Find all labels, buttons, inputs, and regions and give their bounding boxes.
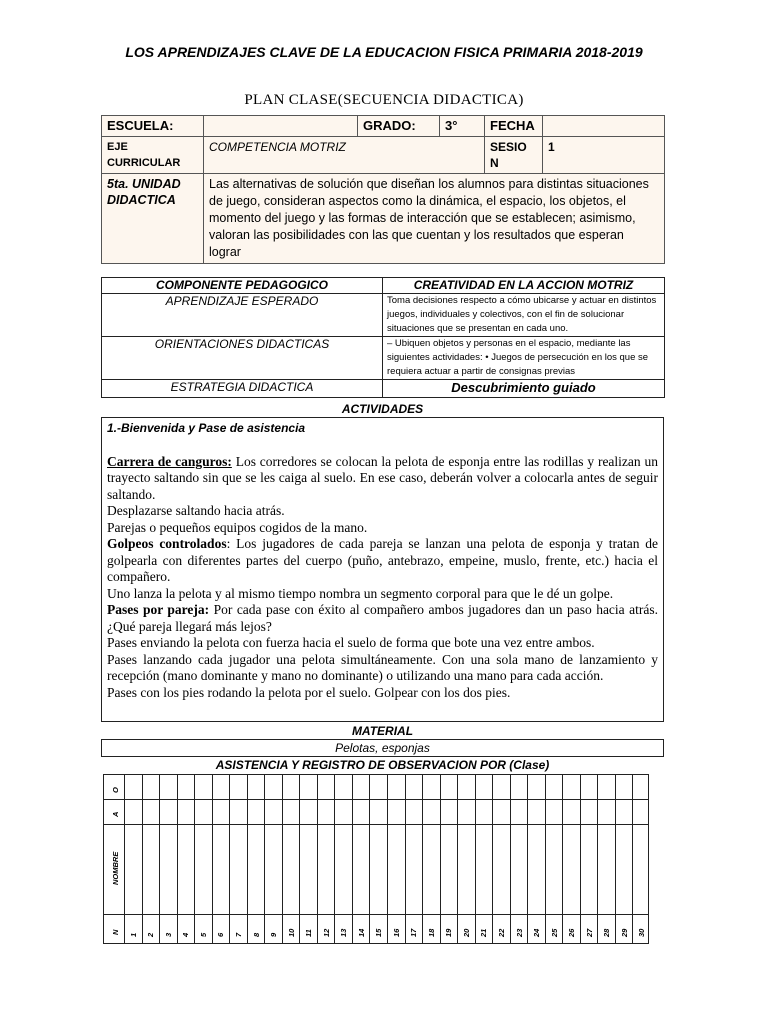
grid-column[interactable] — [457, 775, 476, 943]
student-number: 28 — [602, 928, 612, 937]
student-number: 5 — [198, 932, 208, 937]
activity-paragraph: Pases lanzando cada jugador una pelota simultáneamente. Con una sola mano de lanzamiento y recepción (mano dominante y mano no dominante) o utilizando una mano para cada acción. — [107, 651, 658, 683]
activity-paragraph — [107, 536, 658, 586]
activity-text: Los corredores se colocan la pelota de esponja entre las rodillas y realizan un trayecto saltando sin que se les caiga al suelo. En ese caso, deberán volver a colocarla antes de seguir saltando. — [107, 453, 658, 502]
activity-text: Por cada pase con éxito al compañero ambos jugadores dan un paso hacia atrás. ¿Qué pareja llegará más lejos? — [107, 602, 658, 634]
student-number: 8 — [251, 932, 261, 937]
activity-heading: 1.-Bienvenida y Pase de asistencia — [107, 421, 306, 435]
grid-column[interactable] — [562, 775, 581, 943]
grid-column[interactable] — [282, 775, 301, 943]
grid-column[interactable] — [124, 775, 143, 943]
material-label: MATERIAL — [351, 724, 414, 738]
grid-column[interactable] — [527, 775, 546, 943]
aprendizaje-label: APRENDIZAJE ESPERADO — [102, 294, 383, 337]
student-number: 17 — [409, 928, 419, 937]
activity-paragraph: Pases enviando la pelota con fuerza hacia el suelo de forma que bote una vez entre ambos. — [107, 635, 595, 650]
grid-column[interactable] — [440, 775, 459, 943]
pedagogical-components-table — [101, 277, 665, 398]
grid-column[interactable] — [352, 775, 371, 943]
student-number: 10 — [286, 928, 296, 937]
fecha-value[interactable] — [543, 116, 665, 137]
unidad-label: 5ta. UNIDAD DIDACTICA — [102, 174, 204, 264]
student-number: 7 — [233, 932, 243, 937]
grid-column[interactable] — [159, 775, 178, 943]
student-number: 12 — [321, 928, 331, 937]
grid-column[interactable] — [510, 775, 529, 943]
grado-label: GRADO: — [358, 116, 440, 137]
grid-column[interactable] — [334, 775, 353, 943]
activity-paragraph: Pases con los pies rodando la pelota por el suelo. Golpear con los dos pies. — [107, 684, 511, 700]
attendance-row-label: NOMBRE — [111, 851, 120, 885]
activities-label: ACTIVIDADES — [341, 402, 424, 416]
orientaciones-value: – Ubiquen objetos y personas en el espacio, mediante las siguientes actividades: • Juegos de persecución en los que se requiera actuar a partir de consignas previas — [383, 337, 665, 380]
plan-title: PLAN CLASE(SECUENCIA DIDACTICA) — [244, 92, 524, 108]
student-number: 23 — [514, 928, 524, 937]
student-number: 29 — [619, 928, 629, 937]
grid-column[interactable] — [597, 775, 616, 943]
activity-text: : Los jugadores de cada pareja se lanzan una pelota de esponja y tratan de golpearla con diferentes partes del cuerpo (puño, antebrazo, empeine, muslo, frente, etc.) hacia el compañero. — [107, 536, 659, 584]
student-number: 19 — [444, 928, 454, 937]
grid-column[interactable] — [177, 775, 196, 943]
grid-column[interactable] — [387, 775, 406, 943]
student-number: 4 — [181, 932, 191, 937]
student-number: 24 — [532, 928, 542, 937]
student-number: 2 — [146, 932, 156, 937]
activity-paragraph: Desplazarse saltando hacia atrás. — [107, 503, 285, 518]
attendance-row-label: O — [111, 787, 120, 793]
activity-title: Golpeos controlados — [107, 536, 227, 551]
eje-label: EJE CURRICULAR — [102, 137, 204, 174]
grid-column[interactable] — [615, 775, 634, 943]
escuela-value[interactable] — [204, 116, 358, 137]
activity-title: Carrera de canguros: — [107, 453, 232, 469]
student-number: 27 — [584, 928, 594, 937]
unidad-description: Las alternativas de solución que diseñan los alumnos para distintas situaciones de juego, consideran aspectos como la dinámica, el espacio, los objetos, el momento del juego y las formas de interacción que se establecen; asimismo, valoran las posibilidades con las que cuentan y los resultados que esperan lograr — [204, 174, 665, 264]
grid-column[interactable] — [475, 775, 494, 943]
grid-column[interactable] — [422, 775, 441, 943]
grid-column[interactable] — [299, 775, 318, 943]
student-number: 3 — [163, 932, 173, 937]
componente-value: CREATIVIDAD EN LA ACCION MOTRIZ — [383, 278, 665, 294]
aprendizaje-value: Toma decisiones respecto a cómo ubicarse y actuar en distintos juegos, individuales y colectivos, con el fin de solucionar situaciones que se presentan en cada uno. — [383, 294, 665, 337]
grid-column[interactable] — [580, 775, 599, 943]
student-number: 21 — [479, 928, 489, 937]
activity-paragraph: Parejas o pequeños equipos cogidos de la mano. — [107, 519, 368, 535]
material-value: Pelotas, esponjas — [101, 739, 664, 757]
school-info-table — [101, 115, 665, 264]
student-number: 15 — [374, 928, 384, 937]
activity-title: Pases por pareja: — [107, 602, 210, 617]
grid-column[interactable] — [194, 775, 213, 943]
eje-value: COMPETENCIA MOTRIZ — [204, 137, 485, 174]
student-number: 13 — [339, 928, 349, 937]
grid-column[interactable] — [545, 775, 564, 943]
grid-column[interactable] — [492, 775, 511, 943]
student-number: 30 — [637, 928, 647, 937]
student-number: 20 — [461, 928, 471, 937]
student-number: 14 — [356, 928, 366, 937]
estrategia-value: Descubrimiento guiado — [383, 380, 665, 398]
student-number: 9 — [269, 932, 279, 937]
grid-column[interactable] — [369, 775, 388, 943]
sesion-label: SESIO N — [485, 137, 543, 174]
escuela-label: ESCUELA: — [102, 116, 204, 137]
grid-column[interactable] — [264, 775, 283, 943]
activity-paragraph: Uno lanza la pelota y al mismo tiempo nombra un segmento corporal para que le dé un golpe. — [107, 585, 614, 601]
grid-column[interactable] — [229, 775, 248, 943]
student-number: 16 — [391, 928, 401, 937]
student-number: 1 — [128, 932, 138, 937]
grid-column[interactable] — [142, 775, 161, 943]
attendance-title: ASISTENCIA Y REGISTRO DE OBSERVACION POR (Clase) — [215, 758, 550, 772]
document-header-title: LOS APRENDIZAJES CLAVE DE LA EDUCACION FISICA PRIMARIA 2018-2019 — [125, 44, 643, 60]
grid-column[interactable] — [317, 775, 336, 943]
student-number: 11 — [304, 929, 314, 937]
activities-box — [101, 417, 664, 722]
attendance-row-label: N — [111, 929, 120, 935]
sesion-value[interactable]: 1 — [543, 137, 665, 174]
grado-value[interactable]: 3° — [440, 116, 485, 137]
grid-column[interactable] — [405, 775, 424, 943]
attendance-row-label: A — [111, 811, 120, 817]
grid-column[interactable] — [247, 775, 266, 943]
student-number: 25 — [549, 928, 559, 937]
estrategia-label: ESTRATEGIA DIDACTICA — [102, 380, 383, 398]
orientaciones-label: ORIENTACIONES DIDACTICAS — [102, 337, 383, 380]
activity-paragraph — [107, 454, 658, 504]
fecha-label: FECHA — [485, 116, 543, 137]
student-number: 22 — [496, 928, 506, 937]
student-number: 6 — [216, 932, 226, 937]
attendance-grid[interactable] — [103, 774, 649, 944]
student-number: 26 — [567, 928, 577, 937]
activity-paragraph — [107, 602, 658, 635]
grid-column[interactable] — [212, 775, 231, 943]
student-number: 18 — [426, 928, 436, 937]
componente-label: COMPONENTE PEDAGOGICO — [102, 278, 383, 294]
